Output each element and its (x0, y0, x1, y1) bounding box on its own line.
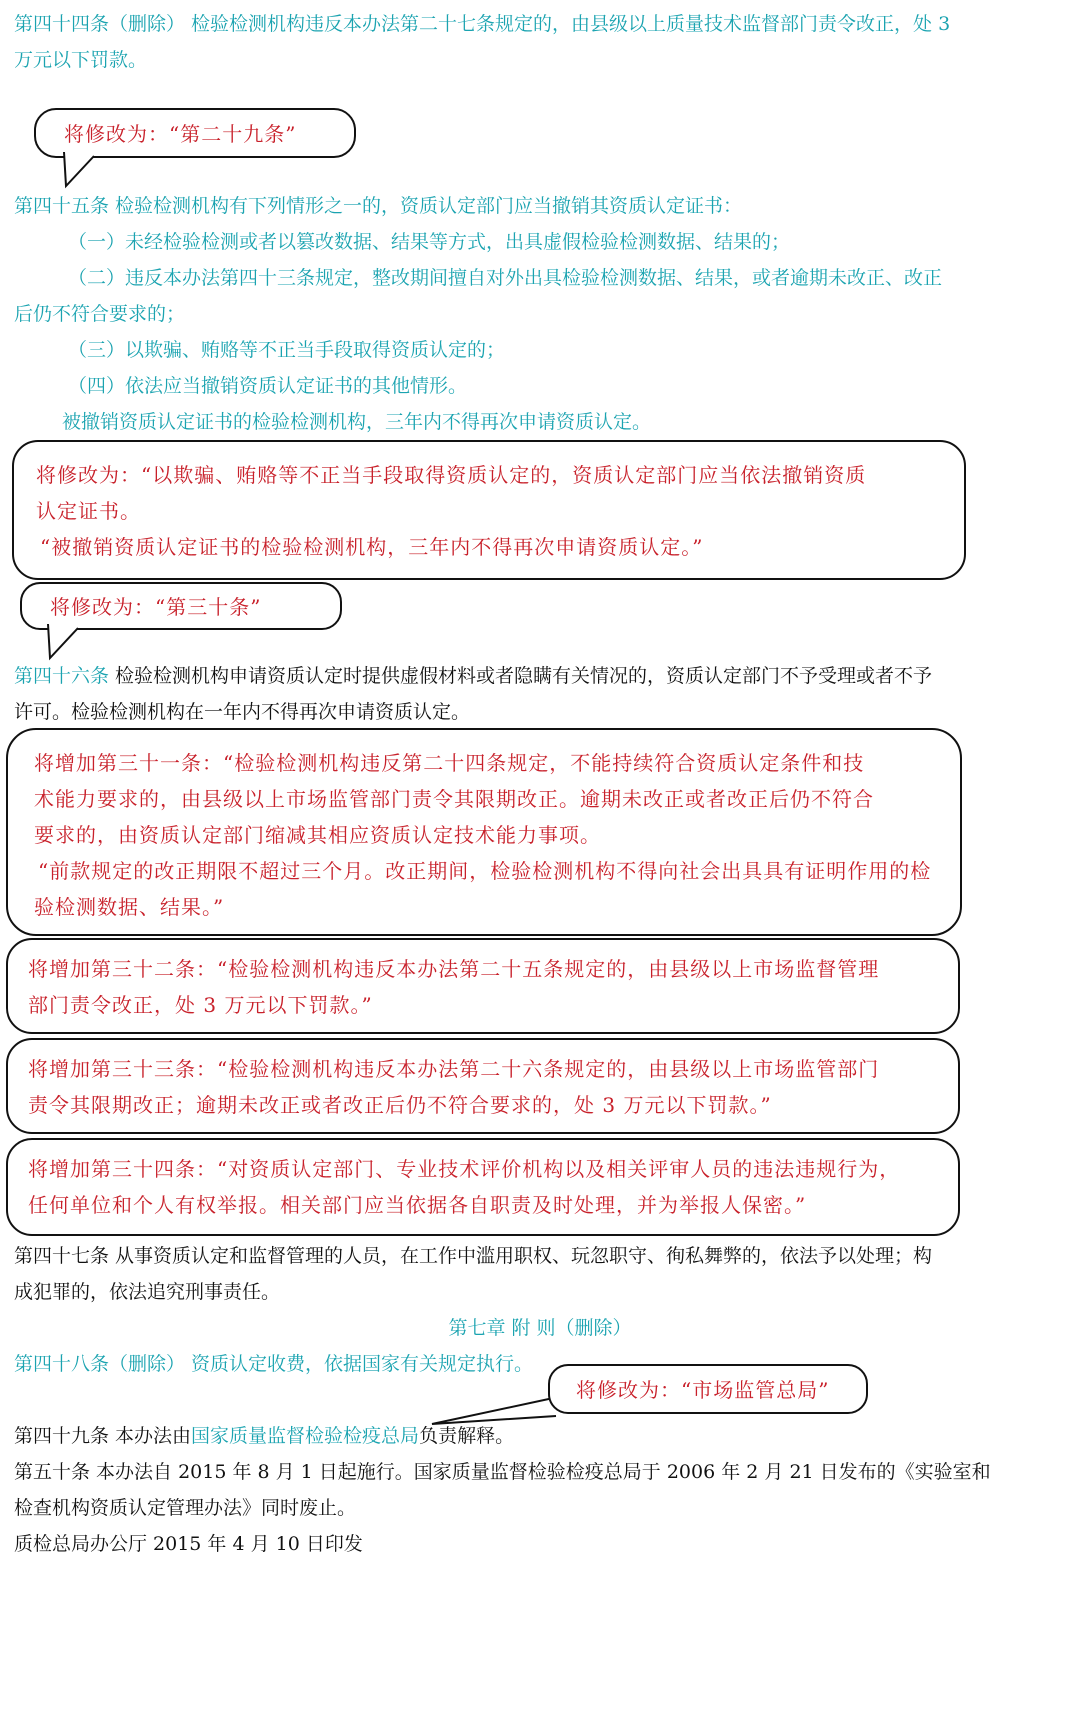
art46-line2: 许可。检验检测机构在一年内不得再次申请资质认定。 (14, 701, 471, 723)
callout-add-34 (6, 1138, 960, 1236)
callout-add-31 (6, 728, 962, 936)
callout-30-text: 将修改为：“第三十条” (50, 595, 262, 619)
add33-l1: 将增加第三十三条：“检验检测机构违反本办法第二十六条规定的，由县级以上市场监管部门 (28, 1057, 880, 1081)
art45-line1: 第四十五条 检验检测机构有下列情形之一的，资质认定部门应当撤销其资质认定证书： (14, 195, 743, 217)
art47-line1: 第四十七条 从事资质认定和监督管理的人员，在工作中滥用职权、玩忽职守、徇私舞弊的，依法予以处理；构 (14, 1245, 933, 1267)
add33-l2: 责令其限期改正；逾期未改正或者改正后仍不符合要求的，处 3 万元以下罚款。” (28, 1093, 772, 1117)
add31-l2: 术能力要求的，由县级以上市场监管部门责令其限期改正。逾期未改正或者改正后仍不符合 (34, 787, 874, 811)
callout-art45-l3: “被撤销资质认定证书的检验检测机构，三年内不得再次申请资质认定。” (40, 535, 704, 559)
art49-highlight: 国家质量监督检验检疫总局 (191, 1425, 420, 1447)
callout-bureau-text: 将修改为：“市场监管总局” (576, 1378, 830, 1402)
callout-29-text: 将修改为：“第二十九条” (64, 122, 297, 146)
art46-label: 第四十六条 (14, 665, 110, 687)
callout-art45-l2: 认定证书。 (36, 499, 141, 523)
chapter7-heading: 第七章 附 则（删除） (448, 1317, 632, 1339)
art48: 第四十八条（删除） 资质认定收费，依据国家有关规定执行。 (14, 1353, 534, 1375)
add31-l1: 将增加第三十一条：“检验检测机构违反第二十四条规定，不能持续符合资质认定条件和技 (34, 751, 865, 775)
add31-l5: 验检测数据、结果。” (34, 895, 225, 919)
art45-item2-l1: （二）违反本办法第四十三条规定，整改期间擅自对外出具检验检测数据、结果，或者逾期未改正、改正 (68, 267, 943, 289)
art44-line1: 第四十四条（删除） 检验检测机构违反本办法第二十七条规定的，由县级以上质量技术监督部门责令改正，处 3 (14, 13, 951, 35)
art49-prefix: 第四十九条 本办法由 (14, 1425, 192, 1447)
art49 (14, 1424, 514, 1448)
art46-line1 (14, 664, 932, 688)
add34-l1: 将增加第三十四条：“对资质认定部门、专业技术评价机构以及相关评审人员的违法违规行为， (28, 1157, 901, 1181)
add31-l4: “前款规定的改正期限不超过三个月。改正期间，检验检测机构不得向社会出具具有证明作用的检 (38, 859, 932, 883)
callout-30-tail (42, 622, 82, 662)
art44-line2: 万元以下罚款。 (14, 49, 148, 71)
art45-item3: （三）以欺骗、贿赂等不正当手段取得资质认定的； (68, 339, 506, 361)
add32-l1: 将增加第三十二条：“检验检测机构违反本办法第二十五条规定的，由县级以上市场监督管理 (28, 957, 880, 981)
art49-suffix: 负责解释。 (419, 1425, 515, 1447)
art45-tail: 被撤销资质认定证书的检验检测机构，三年内不得再次申请资质认定。 (62, 411, 652, 433)
art45-item2-l2: 后仍不符合要求的； (14, 303, 186, 325)
art45-item4: （四）依法应当撤销资质认定证书的其他情形。 (68, 375, 468, 397)
add32-l2: 部门责令改正，处 3 万元以下罚款。” (28, 993, 373, 1017)
callout-29-tail (58, 150, 98, 190)
callout-art45-l1: 将修改为：“以欺骗、贿赂等不正当手段取得资质认定的，资质认定部门应当依法撤销资质 (36, 463, 867, 487)
art50-line1: 第五十条 本办法自 2015 年 8 月 1 日起施行。国家质量监督检验检疫总局于 2006 年 2 月 21 日发布的《实验室和 (14, 1461, 991, 1483)
art45-item1: （一）未经检验检测或者以篡改数据、结果等方式，出具虚假检验检测数据、结果的； (68, 231, 791, 253)
callout-add-32 (6, 938, 960, 1034)
callout-bureau (548, 1364, 868, 1414)
callout-add-33 (6, 1038, 960, 1134)
callout-art45 (12, 440, 966, 580)
art50-line2: 检查机构资质认定管理办法》同时废止。 (14, 1497, 357, 1519)
issued-line: 质检总局办公厅 2015 年 4 月 10 日印发 (14, 1533, 363, 1555)
art47-line2: 成犯罪的，依法追究刑事责任。 (14, 1281, 281, 1303)
add31-l3: 要求的，由资质认定部门缩减其相应资质认定技术能力事项。 (34, 823, 601, 847)
callout-bureau-tail (430, 1396, 560, 1426)
add34-l2: 任何单位和个人有权举报。相关部门应当依据各自职责及时处理，并为举报人保密。” (28, 1193, 807, 1217)
art46-text: 检验检测机构申请资质认定时提供虚假材料或者隐瞒有关情况的，资质认定部门不予受理或者不予 (109, 665, 933, 687)
